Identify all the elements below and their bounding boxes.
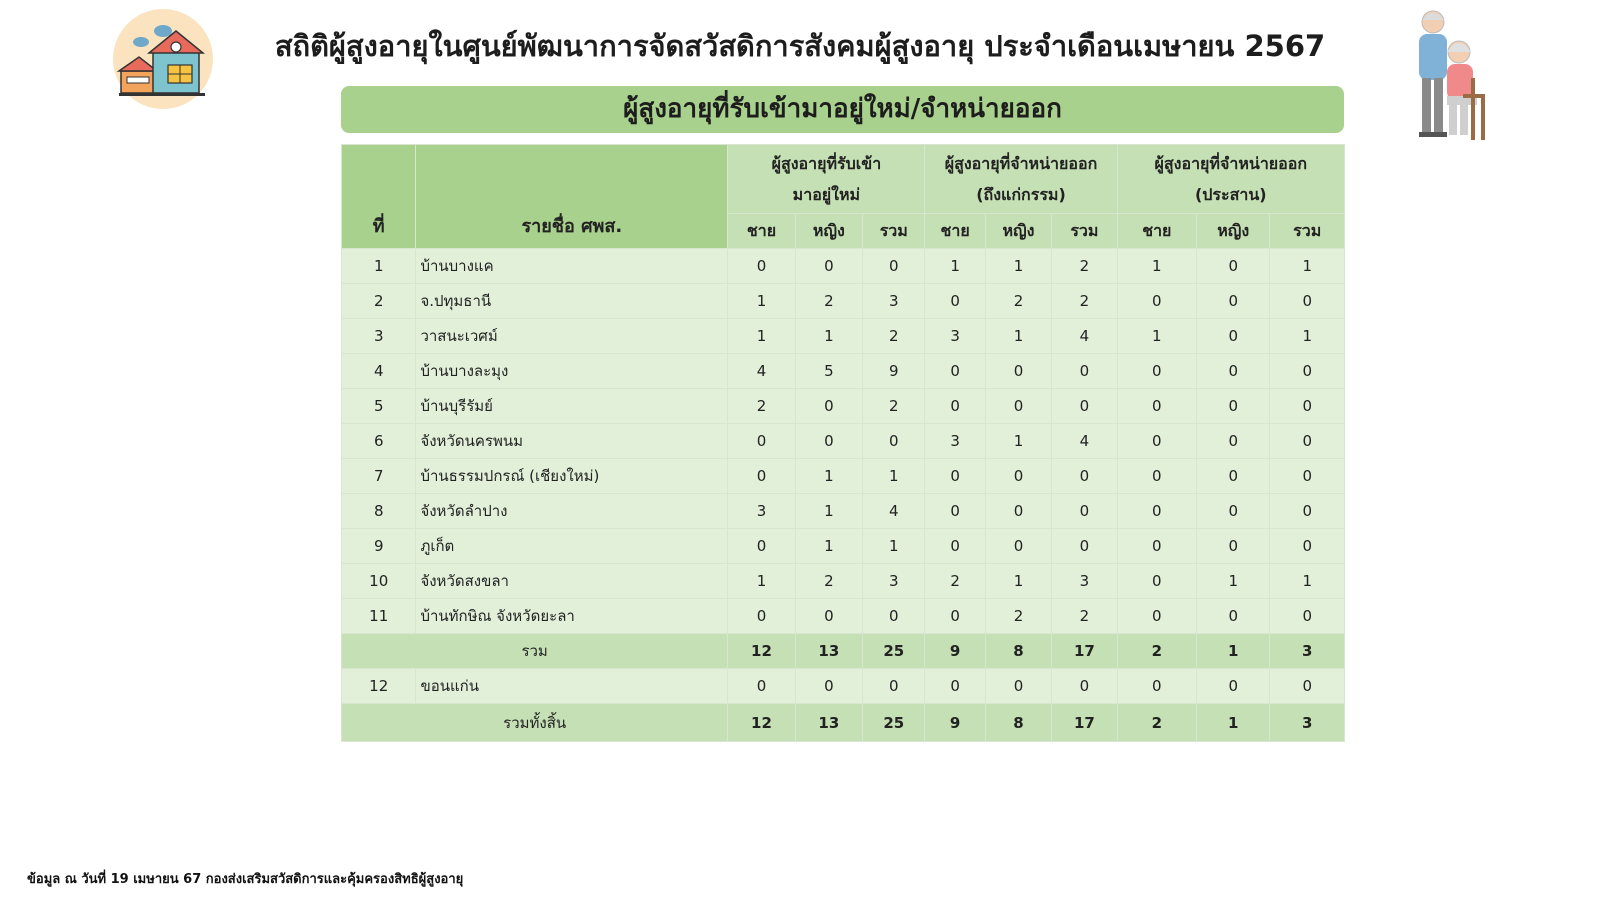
count-cell: 0 [1197,529,1270,564]
count-cell: 2 [795,564,862,599]
count-cell: 1 [985,249,1051,284]
count-cell: 3 [863,564,925,599]
total-cell: 13 [795,704,862,742]
total-cell: 17 [1052,634,1117,669]
count-cell: 0 [1052,389,1117,424]
sub-header-cell: หญิง [985,214,1051,249]
group-header-line2: (ประสาน) [1194,185,1267,204]
row-number: 9 [342,529,416,564]
count-cell: 2 [1052,249,1117,284]
table-row [342,284,1345,319]
table-row [342,389,1345,424]
count-cell: 9 [863,354,925,389]
count-cell: 0 [1117,459,1196,494]
total-cell: 25 [863,634,925,669]
count-cell: 2 [1052,284,1117,319]
group-header-line2: (ถึงแก่กรรม) [976,185,1066,204]
count-cell: 3 [925,319,985,354]
total-cell: 12 [728,704,795,742]
count-cell: 0 [728,459,795,494]
count-cell: 0 [925,284,985,319]
elderly-couple-icon [1405,8,1495,143]
table-row [342,599,1345,634]
count-cell: 0 [728,669,795,704]
count-cell: 0 [1270,424,1345,459]
count-cell: 5 [795,354,862,389]
row-number: 8 [342,494,416,529]
page-title: สถิติผู้สูงอายุในศูนย์พัฒนาการจัดสวัสดิการสังคมผู้สูงอายุ ประจำเดือนเมษายน 2567 [274,29,1326,63]
count-cell: 0 [1052,354,1117,389]
count-cell: 1 [1117,249,1196,284]
count-cell: 3 [728,494,795,529]
total-cell: 25 [863,704,925,742]
count-cell: 0 [1117,424,1196,459]
center-name: บ้านทักษิณ จังหวัดยะลา [416,599,728,634]
total-cell: 9 [925,634,985,669]
sub-header-cell: หญิง [1197,214,1270,249]
count-cell: 1 [1197,564,1270,599]
count-cell: 0 [863,599,925,634]
column-header-name: รายชื่อ ศพส. [416,145,728,249]
count-cell: 0 [1052,669,1117,704]
count-cell: 0 [985,354,1051,389]
count-cell: 2 [863,389,925,424]
count-cell: 1 [863,459,925,494]
table-row [342,669,1345,704]
count-cell: 1 [985,319,1051,354]
count-cell: 2 [985,284,1051,319]
count-cell: 1 [863,529,925,564]
subtotal-row [342,634,1345,669]
count-cell: 0 [925,389,985,424]
count-cell: 0 [985,459,1051,494]
count-cell: 4 [863,494,925,529]
count-cell: 1 [795,319,862,354]
center-name: วาสนะเวศม์ [416,319,728,354]
sub-header-cell: รวม [1270,214,1345,249]
count-cell: 0 [925,354,985,389]
count-cell: 0 [1197,389,1270,424]
count-cell: 0 [1117,354,1196,389]
count-cell: 0 [925,599,985,634]
table-row [342,249,1345,284]
count-cell: 0 [1270,459,1345,494]
center-name: จังหวัดลำปาง [416,494,728,529]
row-number: 12 [342,669,416,704]
center-name: จ.ปทุมธานี [416,284,728,319]
total-cell: 9 [925,704,985,742]
count-cell: 2 [795,284,862,319]
subtotal-row-label: รวม [342,634,728,669]
count-cell: 0 [925,669,985,704]
count-cell: 0 [863,669,925,704]
count-cell: 0 [1270,494,1345,529]
count-cell: 3 [863,284,925,319]
sub-header-cell: หญิง [795,214,862,249]
section-title: ผู้สูงอายุที่รับเข้ามาอยู่ใหม่/จำหน่ายออก [341,86,1344,133]
group-header-admitted [728,145,925,214]
count-cell: 0 [1197,354,1270,389]
count-cell: 0 [863,424,925,459]
footer-note: ข้อมูล ณ วันที่ 19 เมษายน 67 กองส่งเสริมสวัสดิการและคุ้มครองสิทธิผู้สูงอายุ [27,872,464,887]
center-name: จังหวัดสงขลา [416,564,728,599]
sub-header-cell: ชาย [1117,214,1196,249]
count-cell: 0 [1197,599,1270,634]
total-cell: 3 [1270,634,1345,669]
count-cell: 2 [925,564,985,599]
count-cell: 1 [795,459,862,494]
count-cell: 3 [1052,564,1117,599]
count-cell: 0 [985,529,1051,564]
count-cell: 4 [728,354,795,389]
count-cell: 0 [1052,459,1117,494]
statistics-table [341,144,1345,742]
center-name: บ้านบุรีรัมย์ [416,389,728,424]
count-cell: 1 [728,319,795,354]
row-number: 1 [342,249,416,284]
count-cell: 0 [1270,389,1345,424]
count-cell: 0 [795,424,862,459]
count-cell: 2 [863,319,925,354]
count-cell: 0 [1117,494,1196,529]
count-cell: 4 [1052,319,1117,354]
sub-header-cell: รวม [1052,214,1117,249]
count-cell: 0 [795,599,862,634]
row-number: 5 [342,389,416,424]
count-cell: 1 [985,424,1051,459]
table-row [342,564,1345,599]
count-cell: 0 [1052,494,1117,529]
count-cell: 0 [728,424,795,459]
center-name: ขอนแก่น [416,669,728,704]
count-cell: 0 [728,249,795,284]
row-number: 4 [342,354,416,389]
total-cell: 17 [1052,704,1117,742]
total-cell: 3 [1270,704,1345,742]
center-name: จังหวัดนครพนม [416,424,728,459]
count-cell: 1 [1270,249,1345,284]
row-number: 3 [342,319,416,354]
count-cell: 1 [985,564,1051,599]
count-cell: 0 [1052,529,1117,564]
count-cell: 0 [795,249,862,284]
count-cell: 0 [795,389,862,424]
count-cell: 0 [728,599,795,634]
center-name: บ้านบางแค [416,249,728,284]
count-cell: 0 [985,494,1051,529]
count-cell: 0 [1197,459,1270,494]
count-cell: 2 [1052,599,1117,634]
group-header-line2: มาอยู่ใหม่ [792,185,861,204]
center-name: บ้านบางละมุง [416,354,728,389]
count-cell: 4 [1052,424,1117,459]
count-cell: 2 [728,389,795,424]
count-cell: 0 [1197,669,1270,704]
count-cell: 0 [985,669,1051,704]
column-header-no: ที่ [342,145,416,249]
group-header-line1: ผู้สูงอายุที่จำหน่ายออก [944,154,1098,173]
count-cell: 0 [925,494,985,529]
table-row [342,459,1345,494]
table-row [342,319,1345,354]
total-cell: 2 [1117,634,1196,669]
sub-header-cell: รวม [863,214,925,249]
count-cell: 0 [1197,284,1270,319]
count-cell: 0 [985,389,1051,424]
total-cell: 2 [1117,704,1196,742]
table-row [342,424,1345,459]
total-cell: 8 [985,704,1051,742]
group-header-line1: ผู้สูงอายุที่จำหน่ายออก [1154,154,1308,173]
table-row [342,529,1345,564]
count-cell: 3 [925,424,985,459]
row-number: 7 [342,459,416,494]
count-cell: 0 [1117,669,1196,704]
sub-header-cell: ชาย [728,214,795,249]
count-cell: 0 [795,669,862,704]
count-cell: 0 [1270,669,1345,704]
total-cell: 1 [1197,634,1270,669]
row-number: 11 [342,599,416,634]
row-number: 6 [342,424,416,459]
house-logo-icon [113,9,213,109]
table-row [342,354,1345,389]
count-cell: 0 [1117,389,1196,424]
count-cell: 0 [1270,529,1345,564]
group-header-coordinated [1117,145,1344,214]
row-number: 10 [342,564,416,599]
count-cell: 1 [795,529,862,564]
count-cell: 2 [985,599,1051,634]
count-cell: 0 [1197,494,1270,529]
grand-total-row-label: รวมทั้งสิ้น [342,704,728,742]
count-cell: 1 [925,249,985,284]
grand-total-row [342,704,1345,742]
count-cell: 0 [1197,424,1270,459]
total-cell: 13 [795,634,862,669]
count-cell: 0 [1117,564,1196,599]
group-header-deceased [925,145,1117,214]
count-cell: 0 [728,529,795,564]
count-cell: 1 [728,564,795,599]
center-name: บ้านธรรมปกรณ์ (เชียงใหม่) [416,459,728,494]
count-cell: 1 [1270,319,1345,354]
count-cell: 1 [1117,319,1196,354]
count-cell: 0 [1270,284,1345,319]
count-cell: 1 [1270,564,1345,599]
count-cell: 0 [1117,284,1196,319]
total-cell: 8 [985,634,1051,669]
sub-header-cell: ชาย [925,214,985,249]
count-cell: 0 [1117,599,1196,634]
total-cell: 12 [728,634,795,669]
center-name: ภูเก็ต [416,529,728,564]
count-cell: 0 [1197,249,1270,284]
count-cell: 1 [795,494,862,529]
count-cell: 1 [728,284,795,319]
count-cell: 0 [925,529,985,564]
count-cell: 0 [925,459,985,494]
count-cell: 0 [1117,529,1196,564]
table-row [342,494,1345,529]
count-cell: 0 [1270,599,1345,634]
count-cell: 0 [1197,319,1270,354]
total-cell: 1 [1197,704,1270,742]
group-header-line1: ผู้สูงอายุที่รับเข้า [771,154,882,173]
count-cell: 0 [1270,354,1345,389]
count-cell: 0 [863,249,925,284]
row-number: 2 [342,284,416,319]
